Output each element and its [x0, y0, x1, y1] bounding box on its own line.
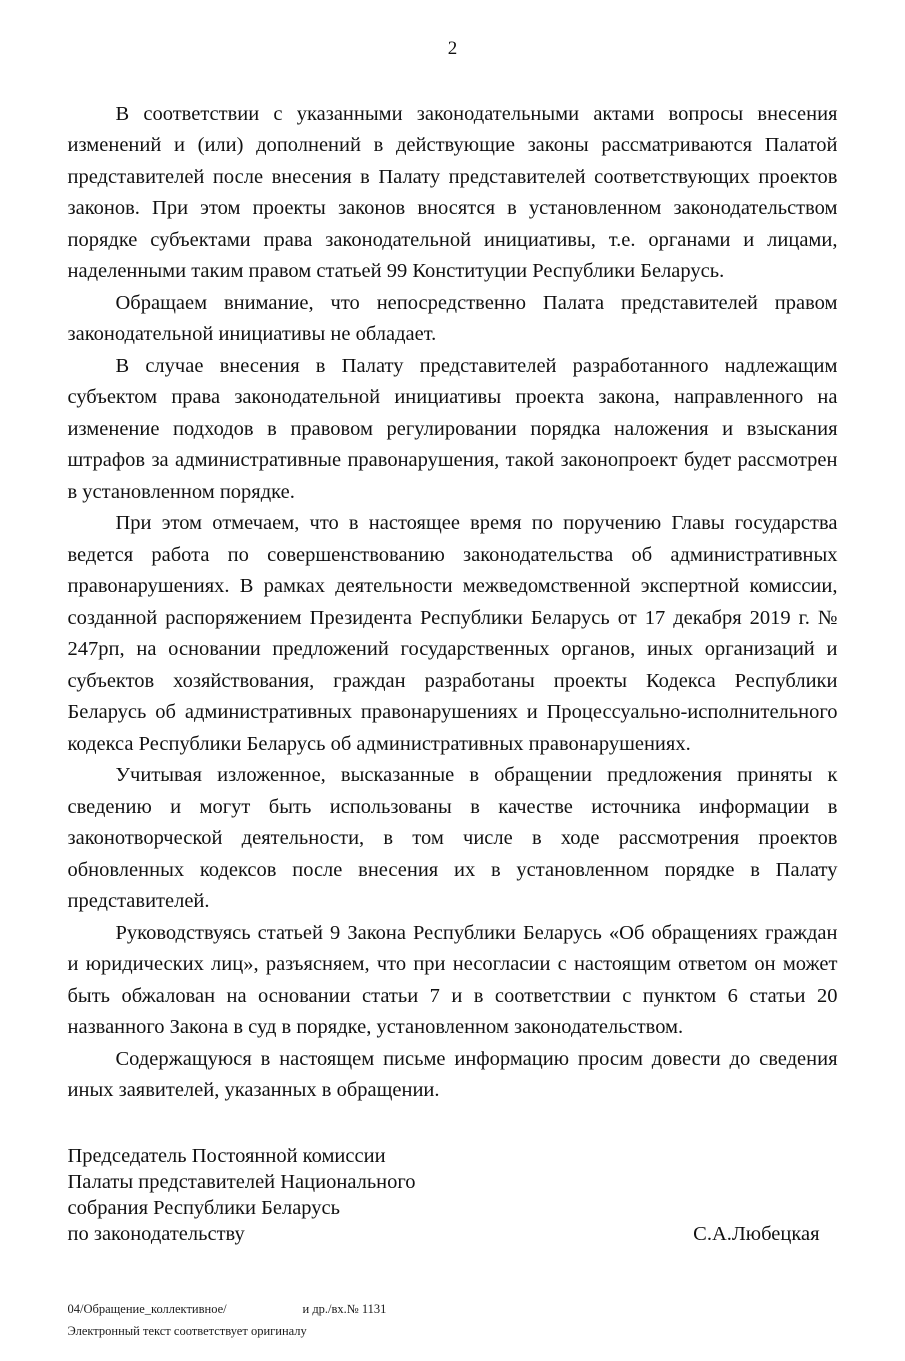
document-body [68, 99, 838, 1107]
signature-title-line: Палаты представителей Национального [67, 1170, 416, 1193]
signature-block [68, 1143, 838, 1247]
paragraph: В соответствии с указанными законодательными актами вопросы внесения изменений и (или) дополнений в действующие законы рассматриваются Палатой представителей после внесения в Палату представителей соответствующих проектов законов. При этом проекты законов вносятся в установленном законодательством порядке субъектами права законодательной инициативы, т.е. органами и лицами, наделенными таким правом статьей 99 Конституции Республики Беларусь. [67, 102, 838, 283]
paragraph: Содержащуюся в настоящем письме информацию просим довести до сведения иных заявителей, указанных в обращении. [67, 1047, 838, 1102]
footer-reference-row [68, 1299, 838, 1319]
footer-reference-right: и др./вх.№ 1131 [302, 1301, 387, 1316]
footer-reference-left: 04/Обращение_коллективное/ [67, 1301, 227, 1316]
footer-note: Электронный текст соответствует оригиналу [67, 1323, 307, 1338]
paragraph: В случае внесения в Палату представителей разработанного надлежащим субъектом права законодательной инициативы проекта закона, направленного на изменение подходов в правовом регулировании порядка наложения и взыскания штрафов за административные правонарушения, такой законопроект будет рассмотрен в установленном порядке. [67, 354, 838, 503]
signature-title-line: собрания Республики Беларусь [67, 1196, 340, 1219]
paragraph: Руководствуясь статьей 9 Закона Республики Беларусь «Об обращениях граждан и юридических лиц», разъясняем, что при несогласии с настоящим ответом он может быть обжалован на основании статьи 7 и в соответствии с пунктом 6 статьи 20 названного Закона в суд в порядке, установленном законодательством. [67, 921, 838, 1039]
signature-title-line: Председатель Постоянной комиссии [67, 1144, 386, 1167]
paragraph: Обращаем внимание, что непосредственно Палата представителей правом законодательной инициативы не обладает. [67, 291, 838, 346]
document-footer [68, 1299, 838, 1341]
signature-name: С.А.Любецкая [693, 1222, 820, 1245]
page-number: 2 [447, 38, 458, 59]
paragraph: Учитывая изложенное, высказанные в обращении предложения приняты к сведению и могут быть использованы в качестве источника информации в законотворческой деятельности, в том числе в ходе рассмотрения проектов обновленных кодексов после внесения их в установленном порядке в Палату представителей. [67, 764, 838, 913]
paragraph: При этом отмечаем, что в настоящее время по поручению Главы государства ведется работа по совершенствованию законодательства об административных правонарушениях. В рамках деятельности межведомственной экспертной комиссии, созданной распоряжением Президента Республики Беларусь от 17 декабря 2019 г. № 247рп, на основании предложений государственных органов, иных организаций и субъектов хозяйствования, граждан разработаны проекты Кодекса Республики Беларусь об административных правонарушениях и Процессуально-исполнительного кодекса Республики Беларусь об административных правонарушениях. [67, 512, 838, 755]
signature-title-line: по законодательству [67, 1222, 245, 1245]
